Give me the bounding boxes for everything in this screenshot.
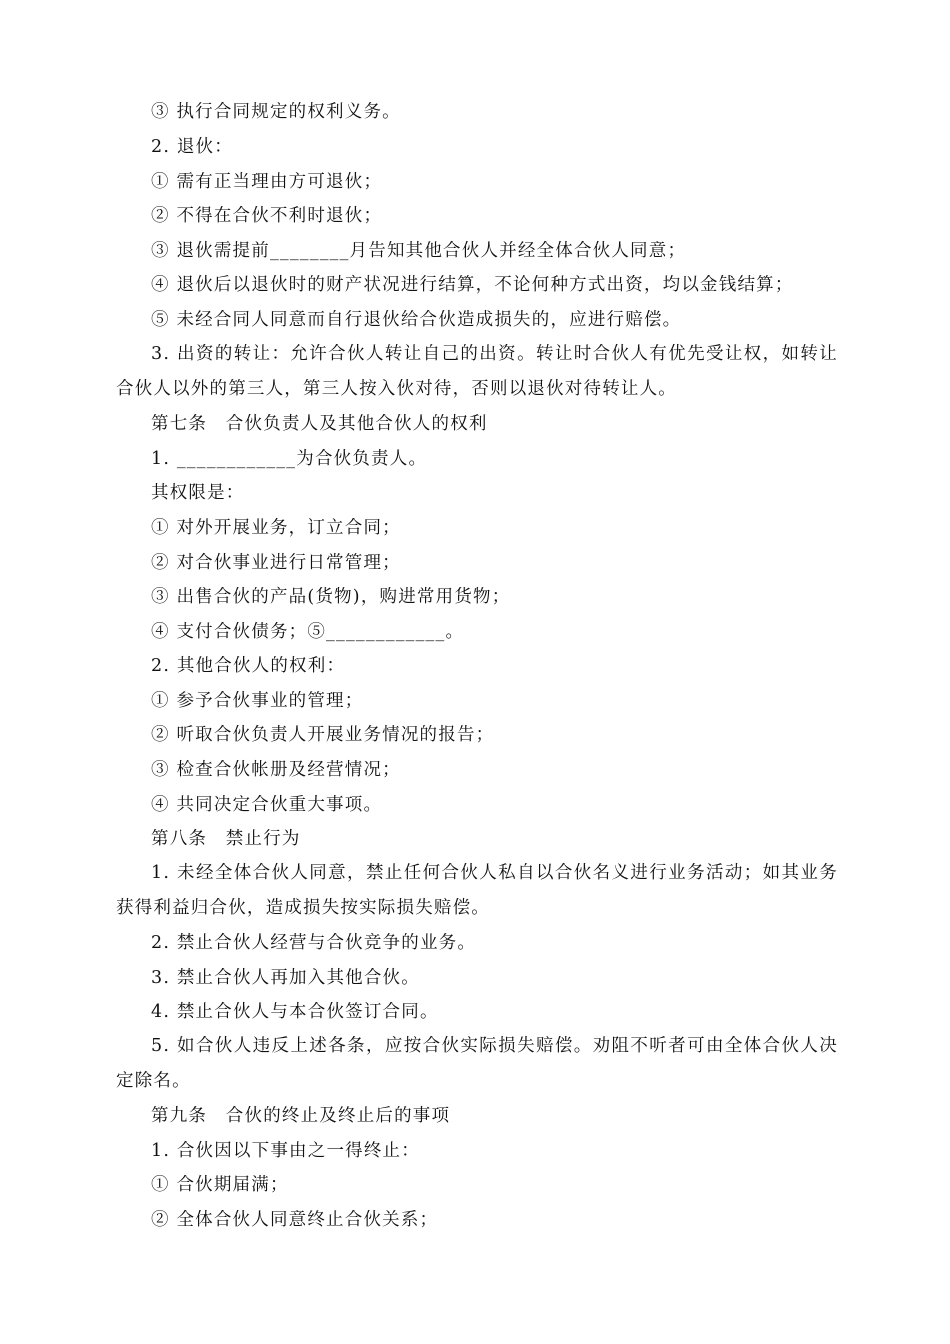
termination-reason-2: ② 全体合伙人同意终止合伙关系； xyxy=(151,1210,439,1230)
withdrawal-item-5: ⑤ 未经合同人同意而自行退伙给合伙造成损失的，应进行赔偿。 xyxy=(151,310,682,330)
heading-withdrawal: 2. 退伙： xyxy=(151,137,233,157)
rights-item-1: ① 参予合伙事业的管理； xyxy=(151,691,364,711)
withdrawal-item-1: ① 需有正当理由方可退伙； xyxy=(151,172,383,192)
termination-reason-1: ① 合伙期届满； xyxy=(151,1175,289,1195)
termination-item-1: 1. 合伙因以下事由之一得终止： xyxy=(151,1141,420,1161)
rights-item-4: ④ 共同决定合伙重大事项。 xyxy=(151,795,383,815)
authority-item-4-5: ④ 支付合伙债务；⑤____________。 xyxy=(151,622,465,642)
withdrawal-item-2: ② 不得在合伙不利时退伙； xyxy=(151,206,383,226)
capital-transfer-paragraph: 3. 出资的转让：允许合伙人转让自己的出资。转让时合伙人有优先受让权，如转让合伙人以外的第三人，第三人按入伙对待，否则以退伙对待转让人。 xyxy=(116,344,838,399)
item-execute-rights: ③ 执行合同规定的权利义务。 xyxy=(151,102,401,122)
other-partners-rights-heading: 2. 其他合伙人的权利： xyxy=(151,656,346,676)
prohibition-item-4: 4. 禁止合伙人与本合伙签订合同。 xyxy=(151,1002,439,1022)
article-8-heading: 第八条 禁止行为 xyxy=(151,829,301,849)
rights-item-2: ② 听取合伙负责人开展业务情况的报告； xyxy=(151,725,495,745)
authority-item-3: ③ 出售合伙的产品(货物)，购进常用货物； xyxy=(151,587,511,607)
article-9-heading: 第九条 合伙的终止及终止后的事项 xyxy=(151,1106,451,1126)
withdrawal-item-4: ④ 退伙后以退伙时的财产状况进行结算，不论何种方式出资，均以金钱结算； xyxy=(151,275,794,295)
authority-item-1: ① 对外开展业务，订立合同； xyxy=(151,518,401,538)
prohibition-item-2: 2. 禁止合伙人经营与合伙竞争的业务。 xyxy=(151,933,477,953)
authority-item-2: ② 对合伙事业进行日常管理； xyxy=(151,553,401,573)
article-7-heading: 第七条 合伙负责人及其他合伙人的权利 xyxy=(151,414,488,434)
article-7-item-1: 1. ____________为合伙负责人。 xyxy=(151,449,428,469)
prohibition-item-3: 3. 禁止合伙人再加入其他合伙。 xyxy=(151,968,420,988)
rights-item-3: ③ 检查合伙帐册及经营情况； xyxy=(151,760,401,780)
authority-label: 其权限是： xyxy=(151,483,245,503)
withdrawal-item-3: ③ 退伙需提前________月告知其他合伙人并经全体合伙人同意； xyxy=(151,241,687,261)
prohibition-item-1: 1. 未经全体合伙人同意，禁止任何合伙人私自以合伙名义进行业务活动；如其业务获得利益归合伙，造成损失按实际损失赔偿。 xyxy=(116,863,838,918)
prohibition-item-5: 5. 如合伙人违反上述各条，应按合伙实际损失赔偿。劝阻不听者可由全体合伙人决定除名。 xyxy=(116,1036,838,1091)
